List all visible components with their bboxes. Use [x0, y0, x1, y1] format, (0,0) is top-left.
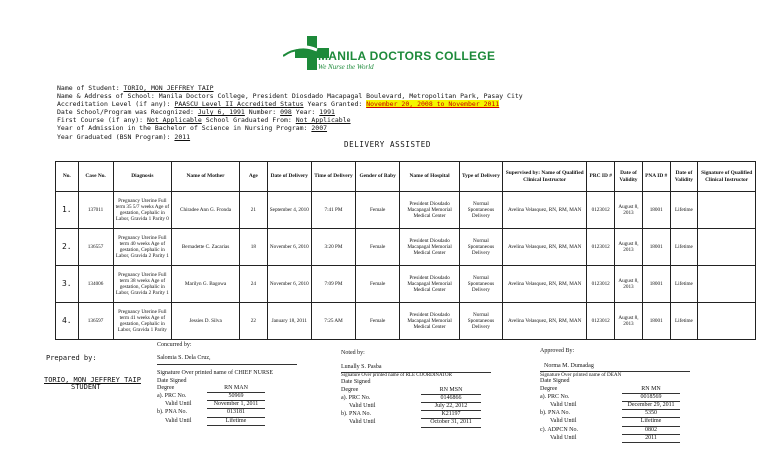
first-course-value: Not Applicable [147, 116, 202, 125]
table-cell: 7:09 PM [311, 266, 355, 303]
col-header: PNA ID # [642, 162, 670, 192]
table-cell: 18001 [642, 192, 670, 229]
delivery-table [55, 161, 756, 340]
table-cell: Lifetime [670, 266, 698, 303]
table-cell: 0123012 [587, 303, 615, 340]
graduated-value: 2011 [174, 132, 191, 141]
prepared-label: Prepared by: [46, 354, 97, 362]
table-cell: August 8, 2013 [615, 303, 643, 340]
col-header: Type of Delivery [459, 162, 502, 192]
col-header: Name of Mother [172, 162, 240, 192]
table-cell: November 6, 2010 [267, 266, 311, 303]
table-cell: Female [356, 266, 400, 303]
school-row: Name & Address of School: Manila Doctors College, President Diosdado Macapagal Boulevard, Metropolitan Park, Pasay City [57, 92, 523, 101]
concurred-label: Concurred by: [157, 342, 192, 348]
field-row: b). PNA No. K21197 [341, 411, 491, 419]
table-cell: 137011 [78, 192, 113, 229]
signature-cell [698, 266, 756, 303]
noted-caption: Signature Over printed name of RLE COORDINATOR [341, 373, 453, 379]
table-cell: 0123012 [587, 192, 615, 229]
table-cell: 7:41 PM [311, 192, 355, 229]
col-header: Time of Delivery [311, 162, 355, 192]
accreditation-value: PAASCU Level II Accredited Status [174, 100, 304, 109]
table-cell: 134006 [78, 266, 113, 303]
field-row: Degree RN MN [540, 386, 690, 394]
table-cell: Normal Spontaneous Delivery [459, 303, 502, 340]
table-row [56, 303, 756, 340]
table-cell: Avelina Velasquez, RN, RM, MAN [503, 266, 587, 303]
student-name-value: TORIO, MON JEFFREY TAIP [123, 84, 214, 92]
table-cell: January 18, 2011 [267, 303, 311, 340]
table-cell: 18 [239, 229, 267, 266]
table-cell: 18001 [642, 303, 670, 340]
col-header: Date of Validity [670, 162, 698, 192]
col-header: PRC ID # [587, 162, 615, 192]
field-row: Date Signed [341, 379, 371, 386]
table-cell: 3. [56, 266, 79, 303]
table-cell: Bernadette C. Zacarias [172, 229, 240, 266]
table-row [56, 266, 756, 303]
field-row: b). PNA No. 5350 [540, 410, 690, 418]
table-cell: September 4, 2010 [267, 192, 311, 229]
field-row: b). PNA No. 013181 [157, 409, 297, 417]
table-cell: 4. [56, 303, 79, 340]
field-row: Degree RN MAN [157, 385, 297, 393]
table-cell: Marilyn G. Bagowa [172, 266, 240, 303]
concurred-caption: Signature Over printed name of CHIEF NURSE [157, 370, 273, 377]
noted-by-block [341, 350, 491, 428]
table-cell: Normal Spontaneous Delivery [459, 266, 502, 303]
col-header: Supervised by: Name of Qualified Clinical Instructor [503, 162, 587, 192]
table-row [56, 192, 756, 229]
years-granted-value: November 20, 2008 to November 2011 [366, 100, 500, 109]
noted-label: Noted by: [341, 350, 365, 356]
table-cell: 136597 [78, 303, 113, 340]
field-row: Date Signed [157, 377, 187, 384]
table-cell: Pregnancy Uterine Full term 38 weeks Age of gestation, Cephalic in Labor, Gravida 2 Parity 1 [113, 266, 172, 303]
signature-cell [698, 192, 756, 229]
col-header: No. [56, 162, 79, 192]
concurred-name: Salomia S. Dela Cruz, [157, 355, 211, 362]
recognized-row: Date School/Program was Recognized: July 6, 1991 Number: 098 Year: 1991 [57, 108, 335, 117]
col-header: Date of Validity [615, 162, 643, 192]
table-cell: 136557 [78, 229, 113, 266]
field-row: c). ADPCN No. 0802 [540, 427, 690, 435]
table-cell: President Diosdado Macapagal Memorial Medical Center [400, 303, 460, 340]
table-cell: Avelina Velasquez, RN, RM, MAN [503, 229, 587, 266]
signature-line [157, 364, 297, 365]
table-cell: Lifetime [670, 192, 698, 229]
number-value: 098 [280, 108, 292, 117]
table-cell: President Diosdado Macapagal Memorial Medical Center [400, 192, 460, 229]
col-header: Gender of Baby [356, 162, 400, 192]
field-row: Valid Until July 22, 2012 [341, 403, 491, 411]
table-cell: Avelina Velasquez, RN, RM, MAN [503, 303, 587, 340]
table-cell: 3:20 PM [311, 229, 355, 266]
table-cell: Pregnancy Uterine Full term 35 5/7 weeks Age of gestation, Cephalic in Labor, Gravida 1 Parity 0 [113, 192, 172, 229]
field-row: Degree RN MSN [341, 387, 491, 395]
table-cell: 1. [56, 192, 79, 229]
table-cell: President Diosdado Macapagal Memorial Medical Center [400, 229, 460, 266]
field-row: Valid Until Lifetime [540, 418, 690, 426]
approved-label: Approved By: [540, 348, 575, 354]
table-cell: August 8, 2013 [615, 192, 643, 229]
col-header: Age [239, 162, 267, 192]
table-cell: 7:25 AM [311, 303, 355, 340]
year-value: 1991 [319, 108, 335, 117]
table-cell: Pregnancy Uterine Full term 40 weeks Age of gestation, Cephalic in Labor, Gravida 2 Parity 1 [113, 229, 172, 266]
table-header-row [56, 162, 756, 192]
field-row: Valid Until November 1, 2011 [157, 401, 297, 409]
table-cell: 0123012 [587, 229, 615, 266]
table-cell: Female [356, 192, 400, 229]
table-cell: 24 [239, 266, 267, 303]
col-header: Signature of Qualified Clinical Instructor [698, 162, 756, 192]
field-row: Date Signed [540, 378, 570, 385]
table-row [56, 229, 756, 266]
table-cell: Chiradee Ann G. Fronda [172, 192, 240, 229]
noted-name: Lunally S. Pasba [341, 364, 382, 371]
concurred-by-block [157, 342, 297, 426]
school-graduated-value: Not Applicable [295, 116, 351, 125]
approved-by-block [540, 348, 690, 443]
graduated-row: Year Graduated (BSN Program): 2011 [57, 132, 191, 141]
table-cell: Pregnancy Uterine Full term 41 weeks Age of gestation, Cephalic in Labor, Gravida 1 Parity [113, 303, 172, 340]
college-tagline: We Nurse the World [318, 63, 374, 71]
field-row: a). PRC No. 0018569 [540, 394, 690, 402]
table-cell: Female [356, 303, 400, 340]
table-cell: Normal Spontaneous Delivery [459, 229, 502, 266]
field-row: Valid Until December 29, 2011 [540, 402, 690, 410]
table-cell: President Diosdado Macapagal Memorial Medical Center [400, 266, 460, 303]
approved-caption: Signature Over printed name of DEAN [540, 372, 622, 379]
signature-cell [698, 229, 756, 266]
field-row: Valid Until 2011 [540, 435, 690, 443]
college-name: MANILA DOCTORS COLLEGE [318, 49, 496, 63]
col-header: Case No. [78, 162, 113, 192]
table-cell: 0123012 [587, 266, 615, 303]
table-title: DELIVERY ASSISTED [344, 140, 431, 149]
table-cell: Jessies D. Silva [172, 303, 240, 340]
first-course-row: First Course (if any): Not Applicable School Graduated From: Not Applicable [57, 116, 351, 125]
col-header: Date of Delivery [267, 162, 311, 192]
signature-cell [698, 303, 756, 340]
prepared-by-block [44, 355, 141, 392]
table-cell: 22 [239, 303, 267, 340]
table-cell: Avelina Velasquez, RN, RM, MAN [503, 192, 587, 229]
col-header: Diagnosis [113, 162, 172, 192]
col-header: Name of Hospital [400, 162, 460, 192]
approved-name: Norma M. Dumadag [544, 363, 594, 370]
field-row: Valid Until Lifetime [157, 418, 297, 426]
admission-row: Year of Admission in the Bachelor of Science in Nursing Program: 2007 [57, 124, 328, 133]
student-name-row: Name of Student: TORIO, MON JEFFREY TAIP [57, 84, 214, 92]
table-cell: Normal Spontaneous Delivery [459, 192, 502, 229]
school-value: Manila Doctors College, President Diosdado Macapagal Boulevard, Metropolitan Park, Pasay City [158, 92, 523, 101]
table-cell: 2. [56, 229, 79, 266]
field-row: Valid Until October 31, 2011 [341, 419, 491, 427]
admission-value: 2007 [311, 124, 328, 133]
table-cell: 21 [239, 192, 267, 229]
table-cell: 18001 [642, 266, 670, 303]
table-cell: November 6, 2010 [267, 229, 311, 266]
table-cell: 18001 [642, 229, 670, 266]
table-cell: Lifetime [670, 229, 698, 266]
prepared-role: STUDENT [71, 383, 101, 392]
table-cell: August 8, 2013 [615, 229, 643, 266]
recognized-value: July 6, 1991 [197, 108, 245, 117]
table-cell: Lifetime [670, 303, 698, 340]
accreditation-row: Accreditation Level (if any): PAASCU Level II Accredited Status Years Granted: November 20, 2008 to November 2011 [57, 100, 500, 109]
college-logo [283, 24, 503, 80]
table-cell: Female [356, 229, 400, 266]
table-cell: August 8, 2013 [615, 266, 643, 303]
field-row: a). PRC No. 0146866 [341, 395, 491, 403]
field-row: a). PRC No. 50969 [157, 393, 297, 401]
student-info [57, 84, 523, 141]
prepared-name: TORIO, MON JEFFREY TAIP [44, 376, 141, 385]
